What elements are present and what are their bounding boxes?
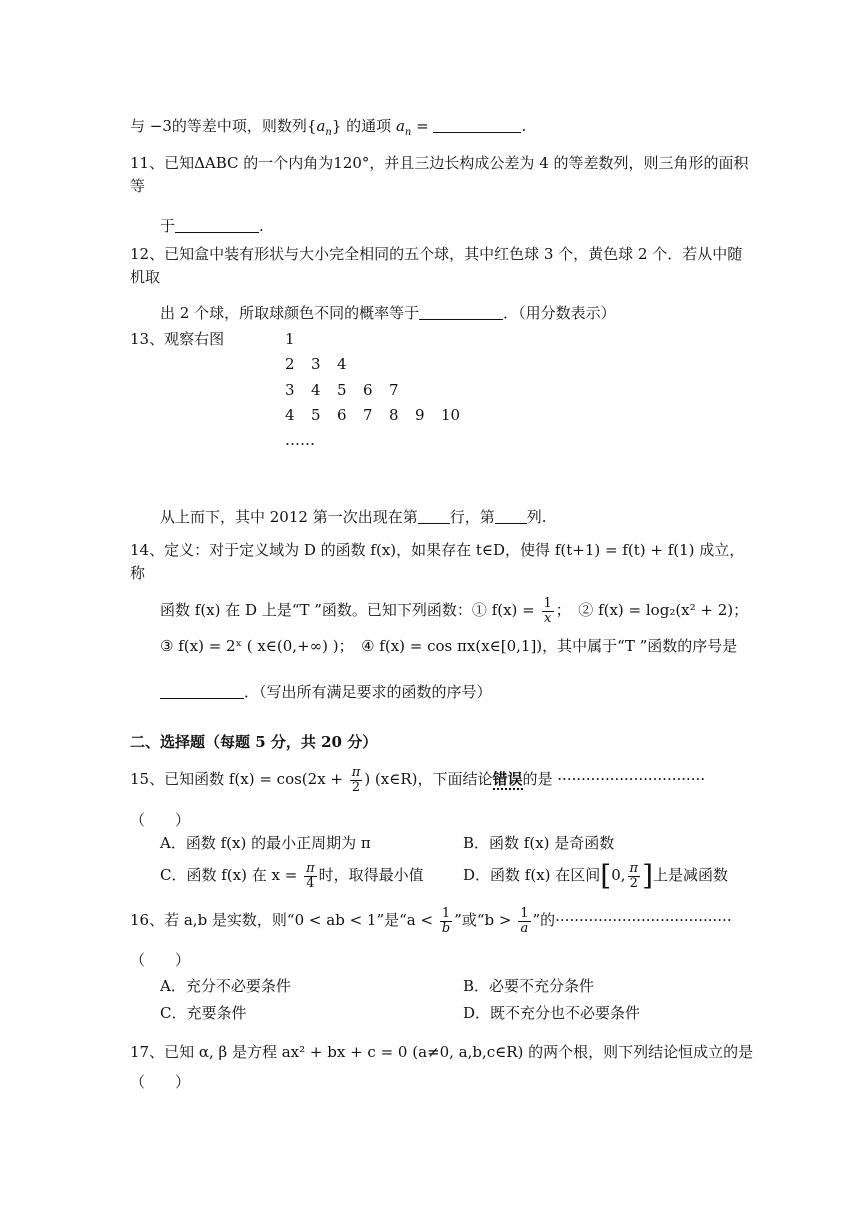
- q15-d-text-a: D．函数 f(x) 在区间: [463, 866, 601, 884]
- q15-frac-num: π: [351, 764, 361, 780]
- section-2-title: 二、选择题（每题 5 分，共 20 分）: [130, 733, 378, 751]
- q11-blank[interactable]: [175, 217, 259, 233]
- q13-cell: 6: [337, 406, 347, 424]
- q16-fraction-1: [440, 907, 452, 936]
- q13-cell: 4: [311, 381, 321, 399]
- q15-stem: [130, 762, 705, 796]
- q10-text-b: } 的通项: [331, 117, 396, 135]
- q13-cell: 2: [285, 355, 295, 373]
- q15-text-c: 的是 ·······························: [522, 770, 706, 788]
- q11-line3: [160, 216, 264, 236]
- q13-cell: 7: [363, 406, 373, 424]
- q13-row-ellipsis: ……: [285, 431, 315, 449]
- q13-cell: 3: [285, 381, 295, 399]
- q14-line4: ③ f(x) = 2ˣ ( x∈(0,+∞) )； ④ f(x) = cos πx(x∈[0,1])，其中属于“T ”函数的序号是: [160, 637, 738, 655]
- q15-option-b[interactable]: B．函数 f(x) 是奇函数: [463, 834, 615, 852]
- q13-cell: 6: [363, 381, 373, 399]
- q12-line3: [160, 303, 616, 323]
- q12-text-a: 出 2 个球，所取球颜色不同的概率等于: [160, 304, 420, 322]
- q10-text-c: =: [411, 117, 434, 135]
- q13-cell: 5: [311, 406, 321, 424]
- q16-option-a[interactable]: A．充分不必要条件: [160, 977, 291, 995]
- q11-text-a: 于: [160, 217, 176, 235]
- q12-line2: 机取: [130, 268, 161, 286]
- q13-cell: 4: [337, 355, 347, 373]
- q16-f2-den: a: [520, 920, 529, 936]
- q17-stem: 17、已知 α, β 是方程 ax² + bx + c = 0 (a≠0, a,b,c∈R) 的两个根，则下列结论恒成立的是: [130, 1043, 754, 1061]
- q16-f1-num: 1: [440, 907, 452, 922]
- q15-option-d[interactable]: [463, 858, 728, 892]
- q14-text-a: 函数 f(x) 在 D 上是“T ”函数。已知下列函数：① f(x) =: [160, 601, 540, 619]
- q10-text-a: 与 −3的等差中项，则数列{: [130, 117, 317, 135]
- q16-text-b: ”或“b >: [454, 911, 517, 929]
- q15-emphasis: 错误: [492, 770, 523, 788]
- q15-d-bracket-right: ]: [642, 859, 654, 892]
- q14-blank[interactable]: [160, 683, 244, 699]
- q10-text-d: .: [521, 117, 527, 135]
- q13-cell: 7: [389, 381, 399, 399]
- q13-cell: 10: [441, 406, 461, 424]
- q10-tail: [130, 116, 526, 143]
- q14-text-c: ．（写出所有满足要求的函数的序号）: [244, 683, 492, 701]
- q13-cell: 4: [285, 406, 295, 424]
- q13-cell: 1: [285, 330, 295, 348]
- q13-label: 13、观察右图: [130, 330, 225, 348]
- q14-line3: [160, 593, 748, 627]
- q15-text-a: 15、已知函数 f(x) = cos(2x +: [130, 770, 348, 788]
- q15-paren: （ ）: [130, 811, 191, 829]
- q15-c-fraction: [304, 862, 317, 891]
- q16-paren: （ ）: [130, 951, 191, 969]
- q13-text-c: 列.: [526, 508, 547, 526]
- q15-frac-den: 2: [351, 779, 361, 795]
- q10-an2: $a_n$: [395, 117, 412, 138]
- q13-row-2: [285, 354, 363, 374]
- q16-text-c: ”的·····································: [532, 911, 732, 929]
- q15-d-text-b: 上是减函数: [653, 866, 729, 884]
- q11-text-b: .: [259, 217, 264, 235]
- q15-option-a[interactable]: A．函数 f(x) 的最小正周期为 π: [160, 834, 371, 852]
- q13-text-a: 从上而下，其中 2012 第一次出现在第: [160, 508, 418, 526]
- q15-d-frac-num: π: [629, 860, 639, 876]
- q13-row-3: [285, 380, 415, 400]
- q11-line2: 等: [130, 177, 146, 195]
- q15-fraction: [350, 766, 363, 795]
- q13-cell: 5: [337, 381, 347, 399]
- q13-row-1: [285, 329, 311, 349]
- q14-line2: 称: [130, 564, 146, 582]
- q15-d-interval: 0,: [611, 866, 626, 884]
- q15-option-c[interactable]: [160, 858, 424, 892]
- q13-cell: 9: [415, 406, 425, 424]
- q15-d-frac-den: 2: [629, 875, 638, 891]
- q14-line1: 14、定义：对于定义域为 D 的函数 f(x)，如果存在 t∈D，使得 f(t+1) = f(t) + f(1) 成立，: [130, 541, 745, 559]
- q14-text-b: ； ② f(x) = log₂(x² + 2)；: [555, 601, 749, 619]
- q16-f1-den: b: [441, 920, 451, 936]
- q15-text-b: ) (x∈R)，下面结论: [364, 770, 493, 788]
- q14-line5: [160, 682, 492, 702]
- q13-row-4: [285, 405, 467, 425]
- q15-d-fraction: [628, 862, 641, 891]
- q15-d-bracket-left: [: [600, 859, 612, 892]
- q12-blank[interactable]: [419, 304, 503, 320]
- q16-text-a: 16、若 a,b 是实数，则“0 < ab < 1”是“a <: [130, 911, 438, 929]
- q15-c-text-a: C．函数 f(x) 在 x =: [160, 866, 303, 884]
- q13-ask: [160, 507, 547, 527]
- q16-f2-num: 1: [520, 905, 529, 921]
- q16-fraction-2: [518, 907, 530, 936]
- q14-frac-den: x: [543, 610, 552, 626]
- q10-blank[interactable]: [433, 117, 521, 133]
- q13-blank-col[interactable]: [495, 508, 527, 524]
- q16-option-b[interactable]: B．必要不充分条件: [463, 977, 595, 995]
- q14-frac-num: 1: [543, 595, 552, 611]
- q13-cell: 8: [389, 406, 399, 424]
- q14-fraction: [542, 597, 554, 626]
- q15-c-frac-num: π: [306, 860, 315, 876]
- q17-paren: （ ）: [130, 1073, 191, 1091]
- q13-cell: 3: [311, 355, 321, 373]
- q16-option-c[interactable]: C．充要条件: [160, 1004, 247, 1022]
- q15-c-frac-den: 4: [306, 875, 315, 891]
- q12-text-b: ．（用分数表示）: [503, 304, 616, 322]
- q15-c-text-b: 时，取得最小值: [318, 866, 424, 884]
- q12-line1: 12、已知盒中装有形状与大小完全相同的五个球，其中红色球 3 个，黄色球 2 个．若从中随: [130, 245, 743, 263]
- q13-blank-row[interactable]: [418, 508, 450, 524]
- q11-line1: 11、已知ΔABC 的一个内角为120°，并且三边长构成公差为 4 的等差数列，则三角形的面积: [130, 154, 749, 172]
- q10-an: $a_n$: [316, 117, 332, 138]
- q13-text-b: 行，第: [449, 508, 495, 526]
- q16-option-d[interactable]: D．既不充分也不必要条件: [463, 1004, 641, 1022]
- q16-stem: [130, 903, 732, 937]
